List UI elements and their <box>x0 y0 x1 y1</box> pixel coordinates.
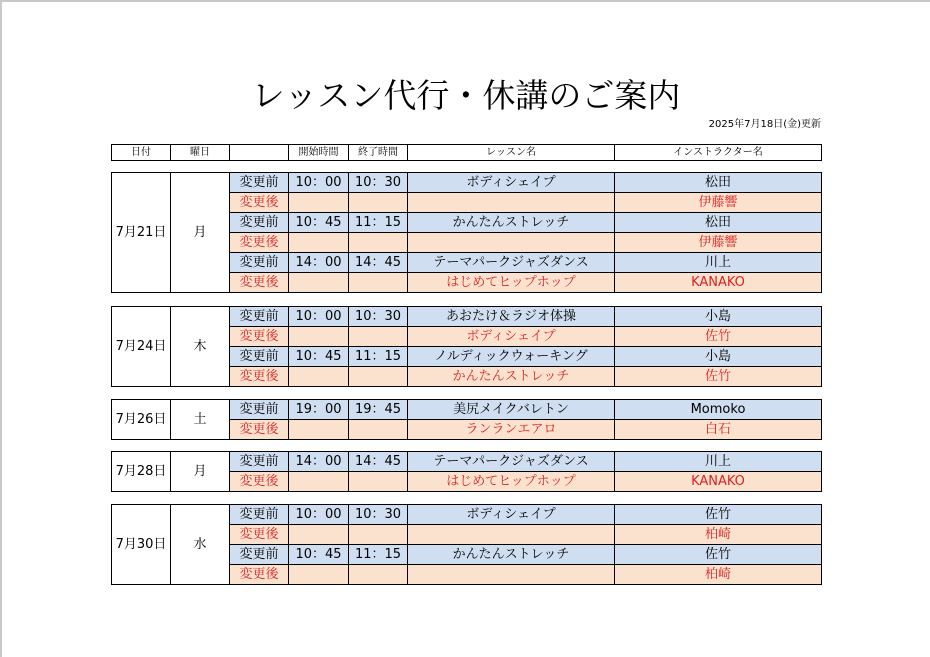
lesson-name: ノルディックウォーキング <box>408 347 615 367</box>
lesson-date: 7月28日 <box>112 452 171 492</box>
header-dow: 曜日 <box>171 145 230 161</box>
schedule-row <box>112 452 822 472</box>
lesson-date: 7月26日 <box>112 400 171 440</box>
lesson-day-of-week: 月 <box>171 452 230 492</box>
lesson-name: ボディシェイプ <box>408 173 615 193</box>
start-time: 10：00 <box>289 307 349 327</box>
lesson-name <box>408 193 615 213</box>
lesson-name: ボディシェイプ <box>408 327 615 347</box>
instructor-name: 佐竹 <box>615 545 822 565</box>
start-time: 10：45 <box>289 213 349 233</box>
schedule-block <box>111 451 822 492</box>
header-instructor-name: インストラクター名 <box>615 145 822 161</box>
end-time <box>349 472 408 492</box>
lesson-name: テーマパークジャズダンス <box>408 452 615 472</box>
end-time: 14：45 <box>349 452 408 472</box>
instructor-name: 白石 <box>615 420 822 440</box>
lesson-date: 7月24日 <box>112 307 171 387</box>
schedule-block <box>111 306 822 387</box>
change-status: 変更前 <box>230 545 289 565</box>
change-status: 変更前 <box>230 505 289 525</box>
instructor-name: 柏崎 <box>615 525 822 545</box>
schedule-block <box>111 504 822 585</box>
start-time: 10：00 <box>289 173 349 193</box>
header-date: 日付 <box>112 145 171 161</box>
start-time <box>289 193 349 213</box>
end-time <box>349 327 408 347</box>
start-time <box>289 367 349 387</box>
end-time <box>349 193 408 213</box>
page-border-top <box>0 0 930 2</box>
change-status: 変更後 <box>230 273 289 293</box>
instructor-name: 伊藤響 <box>615 193 822 213</box>
lesson-name: ランランエアロ <box>408 420 615 440</box>
lesson-date: 7月21日 <box>112 173 171 293</box>
schedule-block <box>111 399 822 440</box>
page-title: レッスン代行・休講のご案内 <box>251 76 681 115</box>
header-table <box>111 144 822 161</box>
lesson-name: かんたんストレッチ <box>408 367 615 387</box>
header-row <box>112 145 822 161</box>
end-time <box>349 420 408 440</box>
change-status: 変更前 <box>230 307 289 327</box>
change-status: 変更前 <box>230 347 289 367</box>
change-status: 変更後 <box>230 420 289 440</box>
schedule-row <box>112 173 822 193</box>
start-time: 14：00 <box>289 452 349 472</box>
start-time: 19：00 <box>289 400 349 420</box>
instructor-name: KANAKO <box>615 273 822 293</box>
change-status: 変更前 <box>230 253 289 273</box>
header-lesson-name: レッスン名 <box>408 145 615 161</box>
header-start-time: 開始時間 <box>289 145 349 161</box>
instructor-name: 伊藤響 <box>615 233 822 253</box>
lesson-date: 7月30日 <box>112 505 171 585</box>
page-border-left <box>0 0 2 657</box>
change-status: 変更後 <box>230 472 289 492</box>
instructor-name: 松田 <box>615 213 822 233</box>
instructor-name: 小島 <box>615 347 822 367</box>
lesson-day-of-week: 木 <box>171 307 230 387</box>
lesson-name <box>408 525 615 545</box>
header-end-time: 終了時間 <box>349 145 408 161</box>
change-status: 変更前 <box>230 173 289 193</box>
end-time: 14：45 <box>349 253 408 273</box>
start-time <box>289 565 349 585</box>
start-time <box>289 525 349 545</box>
instructor-name: 川上 <box>615 253 822 273</box>
change-status: 変更後 <box>230 367 289 387</box>
lesson-name: はじめてヒップホップ <box>408 273 615 293</box>
header-status <box>230 145 289 161</box>
lesson-name: はじめてヒップホップ <box>408 472 615 492</box>
end-time <box>349 233 408 253</box>
instructor-name: 佐竹 <box>615 367 822 387</box>
start-time <box>289 233 349 253</box>
lesson-name <box>408 233 615 253</box>
end-time: 11：15 <box>349 347 408 367</box>
instructor-name: KANAKO <box>615 472 822 492</box>
end-time: 10：30 <box>349 307 408 327</box>
end-time: 10：30 <box>349 173 408 193</box>
start-time <box>289 273 349 293</box>
end-time <box>349 273 408 293</box>
end-time: 11：15 <box>349 213 408 233</box>
updated-date: 2025年7月18日(金)更新 <box>708 119 821 130</box>
start-time <box>289 327 349 347</box>
instructor-name: 川上 <box>615 452 822 472</box>
lesson-name: かんたんストレッチ <box>408 213 615 233</box>
instructor-name: 小島 <box>615 307 822 327</box>
instructor-name: 佐竹 <box>615 505 822 525</box>
change-status: 変更前 <box>230 400 289 420</box>
lesson-name: ボディシェイプ <box>408 505 615 525</box>
instructor-name: Momoko <box>615 400 822 420</box>
lesson-day-of-week: 水 <box>171 505 230 585</box>
end-time: 10：30 <box>349 505 408 525</box>
change-status: 変更後 <box>230 327 289 347</box>
start-time: 10：45 <box>289 545 349 565</box>
start-time <box>289 420 349 440</box>
end-time <box>349 367 408 387</box>
change-status: 変更前 <box>230 452 289 472</box>
instructor-name: 佐竹 <box>615 327 822 347</box>
lesson-day-of-week: 月 <box>171 173 230 293</box>
schedule-row <box>112 400 822 420</box>
change-status: 変更後 <box>230 193 289 213</box>
schedule-row <box>112 505 822 525</box>
lesson-day-of-week: 土 <box>171 400 230 440</box>
end-time: 19：45 <box>349 400 408 420</box>
change-status: 変更後 <box>230 525 289 545</box>
lesson-name: テーマパークジャズダンス <box>408 253 615 273</box>
end-time: 11：15 <box>349 545 408 565</box>
lesson-name: かんたんストレッチ <box>408 545 615 565</box>
start-time <box>289 472 349 492</box>
instructor-name: 柏崎 <box>615 565 822 585</box>
end-time <box>349 525 408 545</box>
change-status: 変更後 <box>230 233 289 253</box>
end-time <box>349 565 408 585</box>
instructor-name: 松田 <box>615 173 822 193</box>
change-status: 変更後 <box>230 565 289 585</box>
schedule-row <box>112 307 822 327</box>
start-time: 10：00 <box>289 505 349 525</box>
start-time: 14：00 <box>289 253 349 273</box>
schedule-block <box>111 172 822 293</box>
lesson-name: 美尻メイクバレトン <box>408 400 615 420</box>
start-time: 10：45 <box>289 347 349 367</box>
lesson-name <box>408 565 615 585</box>
change-status: 変更前 <box>230 213 289 233</box>
lesson-name: あおたけ＆ラジオ体操 <box>408 307 615 327</box>
